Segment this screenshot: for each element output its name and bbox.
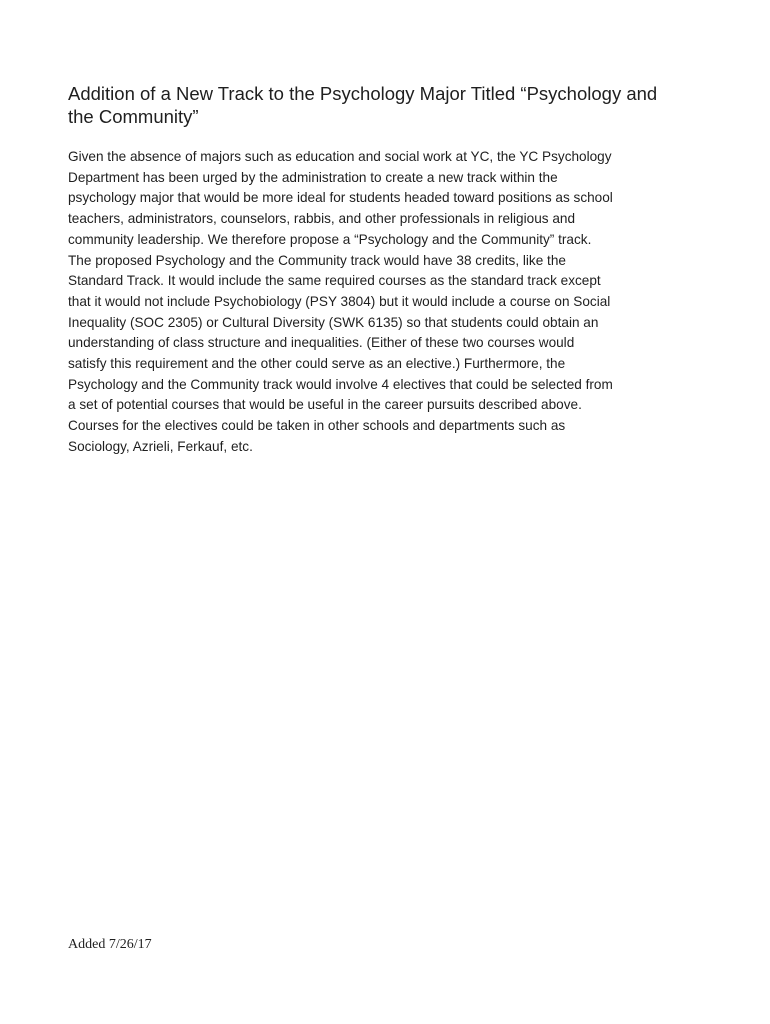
body-line-7: Standard Track. It would include the same required courses as the standard track except xyxy=(68,273,601,289)
document-title xyxy=(68,82,688,128)
body-line-3: psychology major that would be more ideal for students headed toward positions as school xyxy=(68,190,613,206)
body-line-1: Given the absence of majors such as education and social work at YC, the YC Psychology xyxy=(68,149,612,164)
body-paragraph xyxy=(68,147,688,458)
body-line-12: Psychology and the Community track would involve 4 electives that could be selected from xyxy=(68,376,613,392)
body-line-4: teachers, administrators, counselors, rabbis, and other professionals in religious and xyxy=(68,211,576,227)
body-line-2: Department has been urged by the administration to create a new track within the xyxy=(68,169,558,185)
body-line-8: that it would not include Psychobiology (PSY 3804) but it would include a course on Social xyxy=(68,293,611,309)
body-line-13: a set of potential courses that would be useful in the career pursuits described above. xyxy=(68,397,582,413)
title-line-1: Addition of a New Track to the Psychology Major Titled “Psychology and xyxy=(68,83,658,104)
body-line-14: Courses for the electives could be taken in other schools and departments such as xyxy=(68,418,566,434)
body-line-15: Sociology, Azrieli, Ferkauf, etc. xyxy=(68,438,253,454)
title-line-2: the Community” xyxy=(68,106,199,127)
added-date-note: Added 7/26/17 xyxy=(68,937,152,952)
body-line-10: understanding of class structure and inequalities. (Either of these two courses would xyxy=(68,335,575,351)
body-line-6: The proposed Psychology and the Community track would have 38 credits, like the xyxy=(68,252,566,268)
body-line-5: community leadership. We therefore propose a “Psychology and the Community” track. xyxy=(68,231,592,247)
body-line-9: Inequality (SOC 2305) or Cultural Diversity (SWK 6135) so that students could obtain an xyxy=(68,314,599,330)
body-line-11: satisfy this requirement and the other could serve as an elective.) Furthermore, the xyxy=(68,356,566,372)
